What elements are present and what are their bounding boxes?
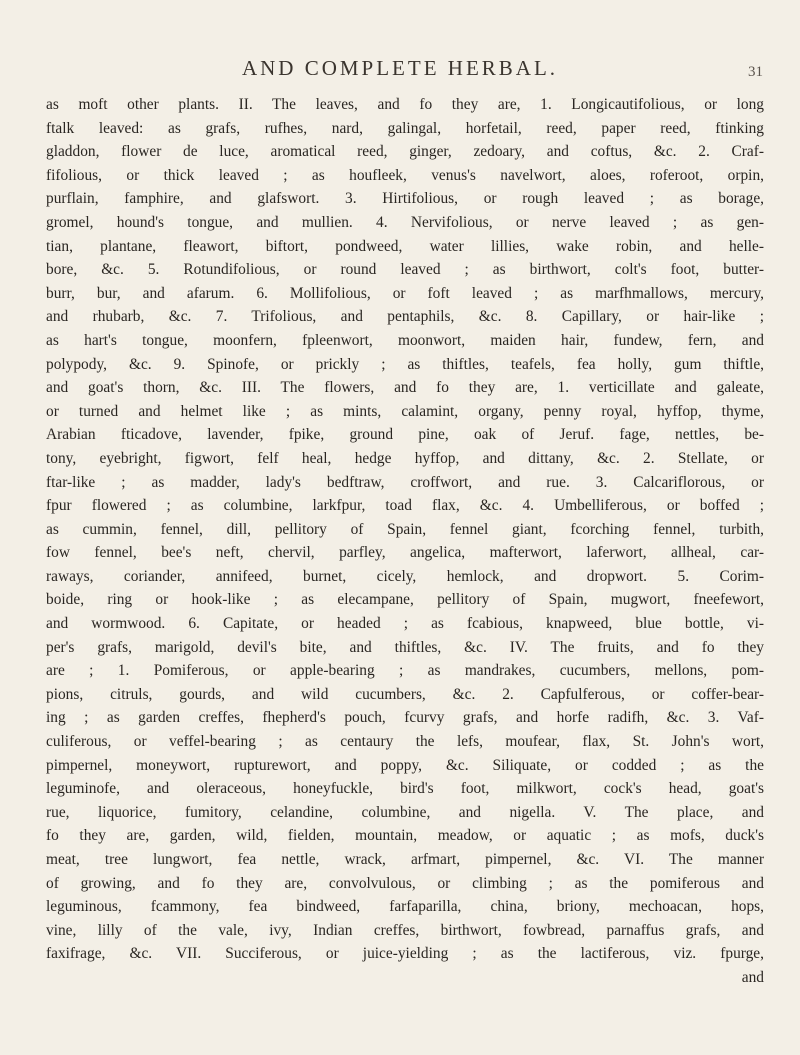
text-line: leguminofe, and oleraceous, honeyfuckle, bird's foot, milkwort, cock's head, goat's <box>46 780 764 798</box>
text-line: and goat's thorn, &c. III. The flowers, and fo they are, 1. verticillate and galeate, <box>46 379 764 397</box>
text-line: are ; 1. Pomiferous, or apple-bearing ; as mandrakes, cucumbers, mellons, pom- <box>46 662 764 680</box>
text-line: Arabian fticadove, lavender, fpike, ground pine, oak of Jeruf. fage, nettles, be- <box>46 426 764 444</box>
text-line: and wormwood. 6. Capitate, or headed ; as fcabious, knapweed, blue bottle, vi- <box>46 615 764 633</box>
text-line: as cummin, fennel, dill, pellitory of Spain, fennel giant, fcorching fennel, turbith, <box>46 520 764 538</box>
text-line: vine, lilly of the vale, ivy, Indian creffes, birthwort, fowbread, parnaffus grafs, and <box>46 921 764 939</box>
text-line: as moft other plants. II. The leaves, and fo they are, 1. Longicautifolious, or long <box>46 96 764 113</box>
text-line: faxifrage, &c. VII. Succiferous, or juice-yielding ; as the lactiferous, viz. fpurge, <box>46 945 764 963</box>
text-line: fpur flowered ; as columbine, larkfpur, toad flax, &c. 4. Umbelliferous, or boffed ; <box>46 497 764 515</box>
text-line: pimpernel, moneywort, rupturewort, and poppy, &c. Siliquate, or codded ; as the <box>46 756 764 774</box>
text-line: burr, bur, and afarum. 6. Mollifolious, or foft leaved ; as marfhmallows, mercury, <box>46 284 764 302</box>
text-line: and rhubarb, &c. 7. Trifolious, and pentaphils, &c. 8. Capillary, or hair-like ; <box>46 308 764 326</box>
text-line: of growing, and fo they are, convolvulous, or climbing ; as the pomiferous and <box>46 874 764 892</box>
text-line: pions, citruls, gourds, and wild cucumbers, &c. 2. Capfulferous, or coffer-bear- <box>46 685 764 703</box>
text-line: and <box>741 968 764 986</box>
text-line: boide, ring or hook-like ; as elecampane, pellitory of Spain, mugwort, fneefewort, <box>46 591 764 609</box>
text-line: culiferous, or veffel-bearing ; as centaury the lefs, moufear, flax, St. John's wort, <box>46 733 764 751</box>
text-line: gladdon, flower de luce, aromatical reed, ginger, zedoary, and coftus, &c. 2. Craf- <box>46 143 764 161</box>
text-line: as hart's tongue, moonfern, fpleenwort, moonwort, maiden hair, fundew, fern, and <box>46 331 764 349</box>
text-line: fo they are, garden, wild, fielden, mountain, meadow, or aquatic ; as mofs, duck's <box>46 827 764 845</box>
text-line: meat, tree lungwort, fea nettle, wrack, arfmart, pimpernel, &c. VI. The manner <box>46 851 764 868</box>
text-line: purflain, famphire, and glafswort. 3. Hirtifolious, or rough leaved ; as borage, <box>46 190 764 208</box>
text-line: ftar-like ; as madder, lady's bedftraw, croffwort, and rue. 3. Calcariflorous, or <box>46 473 764 491</box>
text-line: polypody, &c. 9. Spinofe, or prickly ; as thiftles, teafels, fea holly, gum thiftle, <box>46 355 764 373</box>
text-line: rue, liquorice, fumitory, celandine, columbine, and nigella. V. The place, and <box>46 803 764 821</box>
text-line: ing ; as garden creffes, fhepherd's pouch, fcurvy grafs, and horfe radifh, &c. 3. Vaf- <box>46 709 764 727</box>
text-line: per's grafs, marigold, devil's bite, and thiftles, &c. IV. The fruits, and fo they <box>46 638 764 656</box>
body-text <box>46 93 764 990</box>
text-line: bore, &c. 5. Rotundifolious, or round leaved ; as birthwort, colt's foot, butter- <box>46 261 764 279</box>
text-line: gromel, hound's tongue, and mullien. 4. Nervifolious, or nerve leaved ; as gen- <box>46 213 764 231</box>
page-number: 31 <box>748 64 763 80</box>
text-line: leguminous, fcammony, fea bindweed, farfaparilla, china, briony, mechoacan, hops, <box>46 898 764 916</box>
text-line: raways, coriander, annifeed, burnet, cicely, hemlock, and dropwort. 5. Corim- <box>46 567 764 585</box>
text-line: tony, eyebright, figwort, felf heal, hedge hyffop, and dittany, &c. 2. Stellate, or <box>46 449 764 467</box>
text-line: fow fennel, bee's neft, chervil, parfley, angelica, mafterwort, laferwort, allheal, car- <box>46 544 764 562</box>
text-line: or turned and helmet like ; as mints, calamint, organy, penny royal, hyffop, thyme, <box>46 402 764 420</box>
text-line: ftalk leaved: as grafs, rufhes, nard, galingal, horfetail, reed, paper reed, ftinking <box>46 119 764 137</box>
text-line: tian, plantane, fleawort, biftort, pondweed, water lillies, wake robin, and helle- <box>46 237 764 255</box>
text-line: fifolious, or thick leaved ; as houfleek, venus's navelwort, aloes, roferoot, orpin, <box>46 166 764 184</box>
running-head: AND COMPLETE HERBAL. <box>241 56 559 80</box>
